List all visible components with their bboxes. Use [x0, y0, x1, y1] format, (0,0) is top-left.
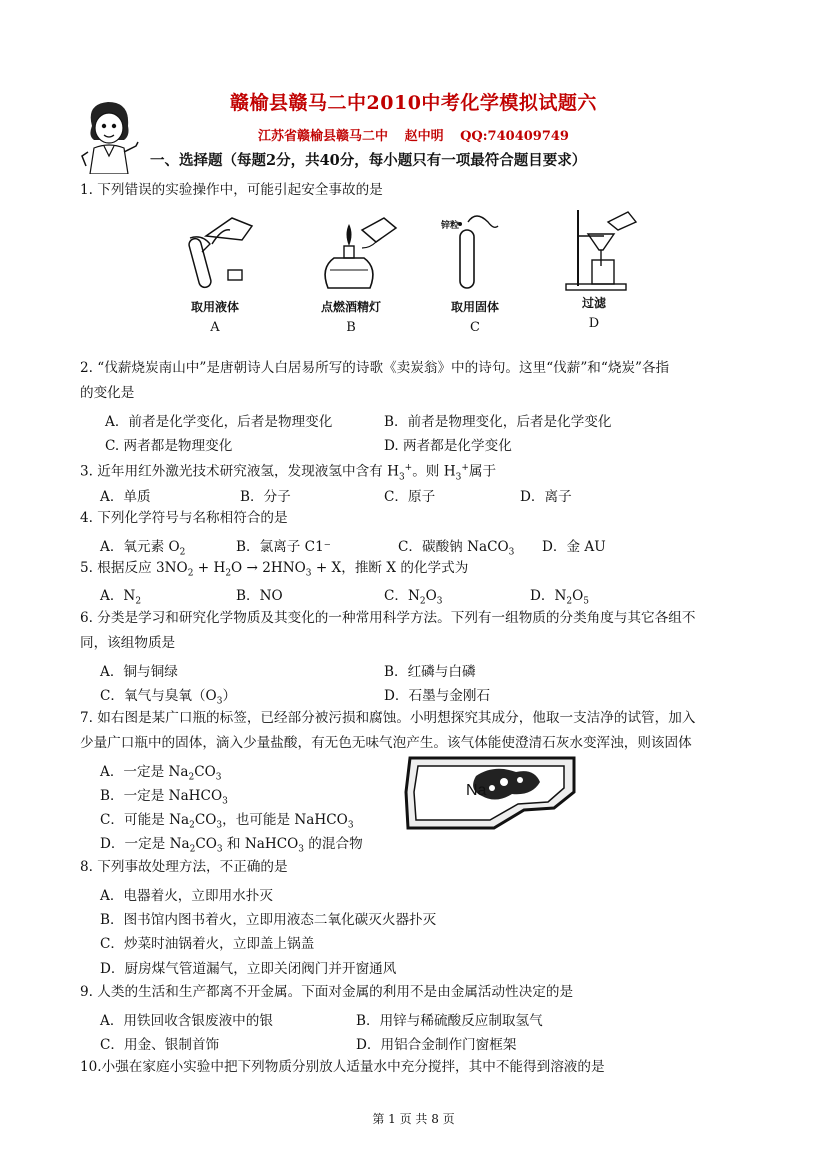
figure-b-alcohol-lamp-icon — [300, 208, 410, 293]
q4-option-a: A．氧元素 $O_2$ — [100, 539, 186, 558]
q8-stem: 8. 下列事故处理方法，不正确的是 — [80, 859, 288, 875]
figure-c-note: 锌粒 — [441, 221, 460, 231]
q2-option-c: C. 两者都是物理变化 — [105, 438, 233, 454]
q10-stem: 10.小强在家庭小实验中把下列物质分别放人适量水中充分搅拌，其中不能得到溶液的是 — [80, 1059, 605, 1075]
q2-stem-line1: 2. “伐薪烧炭南山中”是唐朝诗人白居易所写的诗歌《卖炭翁》中的诗句。这里“伐薪”和“烧炭”各指 — [80, 360, 670, 376]
q1-stem: 1. 下列错误的实验操作中，可能引起安全事故的是 — [80, 182, 383, 198]
q4-option-b: B．氯离子 C1⁻ — [236, 539, 331, 555]
figure-a-pouring-liquid-icon — [172, 208, 272, 293]
q7-option-d: D．一定是 $Na_2CO_3$ 和 NaHCO$_3$ 的混合物 — [100, 836, 363, 855]
q8-option-c: C．炒菜时油锅着火，立即盖上锅盖 — [100, 936, 315, 952]
q9-option-b: B．用锌与稀硫酸反应制取氢气 — [356, 1013, 543, 1029]
q3-option-a: A．单质 — [100, 489, 151, 505]
author-school: 江苏省赣榆县赣马二中 — [258, 129, 389, 144]
q7-option-a: A．一定是 $Na_2CO_3$ — [100, 764, 222, 783]
q5-option-d: D．$N_2O_5$ — [530, 588, 590, 607]
q6-option-b: B．红磷与白磷 — [384, 664, 476, 680]
q8-option-a: A．电器着火，立即用水扑灭 — [100, 888, 273, 904]
q6-option-a: A．铜与铜绿 — [100, 664, 178, 680]
q6-stem-line2: 同，该组物质是 — [80, 635, 176, 651]
figure-a-letter: A — [210, 320, 220, 335]
q4-stem: 4. 下列化学符号与名称相符合的是 — [80, 510, 288, 526]
q2-option-d: D. 两者都是化学变化 — [384, 438, 512, 454]
q8-option-b: B．图书馆内图书着火，立即用液态二氧化碳灭火器扑灭 — [100, 912, 437, 928]
q3-option-b: B．分子 — [240, 489, 291, 505]
author-qq: QQ:740409749 — [460, 129, 569, 144]
q6-option-c: C．氧气与臭氧$(O_3)$ — [100, 688, 237, 707]
figure-c-label: 取用固体 — [450, 300, 499, 314]
author-name: 赵中明 — [404, 129, 444, 144]
q7-stem-line1: 7. 如右图是某广口瓶的标签，已经部分被污损和腐蚀。小明想探究其成分，他取一支洁净的试管，加入 — [80, 710, 696, 726]
q3-stem: 3. 近年用红外激光技术研究液氢，发现液氢中含有 $H_3^+$。则 $H_3^+$属于 — [80, 463, 497, 483]
figure-d-letter: D — [588, 316, 600, 331]
q7-option-c: C．可能是 $Na_2CO_3$，也可能是 NaHCO$_3$ — [100, 812, 354, 831]
q7-option-b: B．一定是 NaHCO$_3$ — [100, 788, 228, 807]
page-title: 赣榆县赣马二中2010中考化学模拟试题六 — [230, 92, 597, 114]
figure-b-letter: B — [346, 320, 356, 335]
q5-option-a: A．$N_2$ — [100, 588, 142, 607]
q9-option-c: C．用金、银制首饰 — [100, 1037, 220, 1053]
q6-stem-line1: 6. 分类是学习和研究化学物质及其变化的一种常用科学方法。下列有一组物质的分类角度与其它各组不 — [80, 610, 696, 626]
q4-option-d: D．金 AU — [542, 539, 606, 555]
q2-option-a: A．前者是化学变化，后者是物理变化 — [105, 414, 333, 430]
figure-b-label: 点燃酒精灯 — [320, 300, 381, 314]
figure-d-label: 过滤 — [581, 296, 606, 310]
q3-option-d: D．离子 — [520, 489, 572, 505]
q6-option-d: D．石墨与金刚石 — [384, 688, 491, 704]
q9-option-a: A．用铁回收含银废液中的银 — [100, 1013, 273, 1029]
q9-option-d: D．用铝合金制作门窗框架 — [356, 1037, 517, 1053]
q5-option-c: C．$N_2O_3$ — [384, 588, 443, 607]
bottle-label-text: Na — [466, 782, 487, 799]
damaged-bottle-label-image — [404, 752, 580, 834]
section-heading: 一、选择题（每题2分，共40分，每小题只有一项最符合题目要求） — [150, 152, 587, 169]
q3-option-c: C．原子 — [384, 489, 436, 505]
q2-option-b: B．前者是物理变化，后者是化学变化 — [384, 414, 612, 430]
q9-stem: 9. 人类的生活和生产都离不开金属。下面对金属的利用不是由金属活动性决定的是 — [80, 984, 574, 1000]
q5-option-b: B．NO — [236, 588, 283, 604]
figure-a-label: 取用液体 — [190, 300, 239, 314]
page-footer: 第 1 页 共 8 页 — [372, 1112, 455, 1126]
figure-c-letter: C — [470, 320, 480, 335]
q8-option-d: D．厨房煤气管道漏气，立即关闭阀门并开窗通风 — [100, 961, 397, 977]
q4-option-c: C．碳酸钠 NaCO$_3$ — [398, 539, 515, 558]
q5-stem: 5. 根据反应 $3NO_2 + H_2O \to 2HNO_3 + X$，推断 X 的化学式为 — [80, 560, 469, 579]
author-line — [0, 125, 827, 144]
q7-stem-line2: 少量广口瓶中的固体，滴入少量盐酸，有无色无味气泡产生。该气体能使澄清石灰水变浑浊，则该固体 — [80, 735, 692, 751]
q2-stem-line2: 的变化是 — [80, 385, 135, 401]
figure-d-filtration-icon — [558, 206, 648, 292]
